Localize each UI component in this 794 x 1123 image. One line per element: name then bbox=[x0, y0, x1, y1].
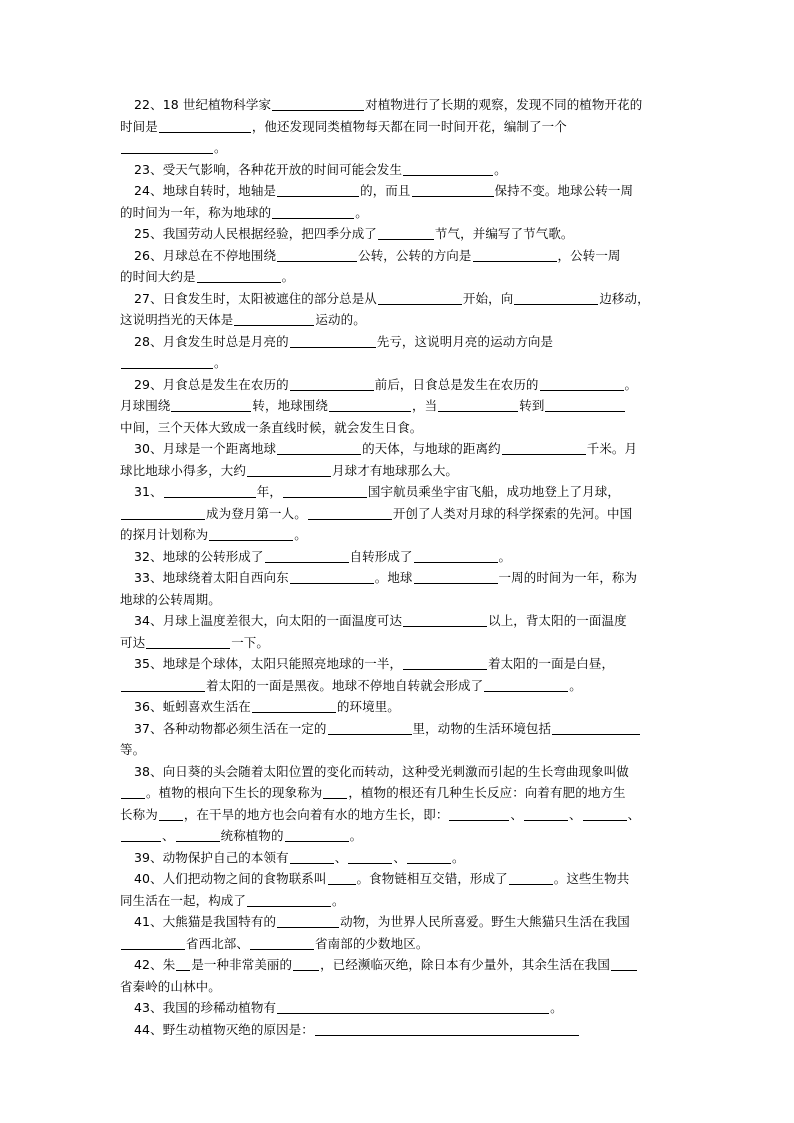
answer-blank[interactable] bbox=[247, 463, 331, 477]
question-line bbox=[120, 653, 675, 675]
question-text: 。 bbox=[624, 376, 638, 392]
question-line bbox=[120, 503, 675, 525]
question-text: 着太阳的一面是白昼， bbox=[488, 656, 615, 671]
answer-blank[interactable] bbox=[277, 914, 339, 928]
question-text: 以上，背太阳的一面温度 bbox=[488, 613, 627, 628]
answer-blank[interactable] bbox=[277, 441, 361, 455]
answer-blank[interactable] bbox=[583, 807, 627, 821]
question-text: 的天体，与地球的距离约 bbox=[362, 441, 501, 456]
question-line bbox=[120, 739, 675, 761]
question-line bbox=[120, 997, 675, 1019]
question-text: 。 bbox=[281, 269, 295, 284]
question-text: 。 bbox=[294, 527, 307, 542]
question-text: 。 bbox=[355, 204, 368, 220]
question-text: 边移动， bbox=[599, 290, 650, 306]
question-text: 25、我国劳动人民根据经验，把四季分成了 bbox=[134, 226, 377, 241]
question-item bbox=[120, 868, 675, 911]
question-text: 千米。月 bbox=[586, 441, 638, 456]
answer-blank[interactable] bbox=[378, 226, 434, 240]
answer-blank[interactable] bbox=[315, 1022, 579, 1036]
question-text: 转到 bbox=[519, 398, 545, 413]
question-text: 运动的。 bbox=[315, 312, 366, 327]
question-line bbox=[120, 761, 675, 783]
question-text: 34、月球上温度差很大，向太阳的一面温度可达 bbox=[134, 613, 403, 628]
question-item bbox=[120, 438, 675, 481]
answer-blank[interactable] bbox=[159, 119, 251, 133]
question-line bbox=[120, 675, 675, 697]
question-line bbox=[120, 782, 675, 804]
question-text: 、 bbox=[510, 806, 524, 822]
question-text: 开创了人类对月球的科学探索的先河。中国 bbox=[392, 505, 633, 521]
question-text: 的，而且 bbox=[360, 183, 411, 198]
question-text: 35、地球是个球体，太阳只能照亮地球的一半， bbox=[134, 656, 403, 671]
question-text: 前后，日食总是发生在农历的 bbox=[374, 376, 539, 392]
answer-blank[interactable] bbox=[412, 183, 494, 197]
answer-blank[interactable] bbox=[290, 570, 374, 584]
question-line bbox=[120, 137, 675, 159]
answer-blank[interactable] bbox=[272, 97, 364, 111]
answer-blank[interactable] bbox=[438, 398, 518, 412]
question-line bbox=[120, 976, 675, 998]
question-line bbox=[120, 460, 675, 482]
answer-blank[interactable] bbox=[121, 506, 205, 520]
question-text: 可达 bbox=[120, 634, 146, 650]
question-item bbox=[120, 761, 675, 847]
answer-blank[interactable] bbox=[164, 484, 256, 498]
question-text: 。食物链相互交错，形成了 bbox=[356, 871, 508, 886]
question-line bbox=[120, 890, 675, 912]
answer-blank[interactable] bbox=[524, 807, 568, 821]
answer-blank[interactable] bbox=[277, 183, 359, 197]
question-text: 43、我国的珍稀动植物有 bbox=[134, 1000, 277, 1015]
answer-blank[interactable] bbox=[121, 678, 205, 692]
question-text: 保持不变。地球公转一周 bbox=[494, 183, 634, 198]
question-text: 22、18 世纪植物科学家 bbox=[134, 97, 272, 112]
answer-blank[interactable] bbox=[277, 248, 357, 262]
answer-blank[interactable] bbox=[146, 635, 230, 649]
answer-blank[interactable] bbox=[545, 398, 625, 412]
question-text: ，他还发现同类植物每天都在同一时间开花，编制了一个 bbox=[251, 118, 567, 134]
question-line bbox=[120, 718, 675, 740]
question-text: 。 bbox=[332, 892, 345, 908]
question-text: 32、地球的公转形成了 bbox=[134, 548, 264, 564]
question-item bbox=[120, 954, 675, 997]
question-line bbox=[120, 868, 675, 890]
answer-blank[interactable] bbox=[285, 828, 349, 842]
question-text: 。 bbox=[451, 849, 465, 865]
answer-blank[interactable] bbox=[502, 441, 586, 455]
question-text: 。植物的根向下生长的现象称为 bbox=[146, 785, 323, 800]
answer-blank[interactable] bbox=[403, 613, 487, 627]
answer-blank[interactable] bbox=[540, 377, 624, 391]
answer-blank[interactable] bbox=[403, 656, 487, 670]
question-item bbox=[120, 94, 675, 159]
question-item bbox=[120, 331, 675, 374]
answer-blank[interactable] bbox=[308, 506, 392, 520]
answer-blank[interactable] bbox=[293, 957, 319, 971]
question-text: 30、月球是一个距离地球 bbox=[134, 441, 277, 456]
question-text: 44、野生动植物灭绝的原因是： bbox=[134, 1021, 314, 1037]
question-text: 。 bbox=[214, 355, 227, 370]
question-text: 月球围绕 bbox=[120, 398, 171, 413]
question-item bbox=[120, 245, 675, 288]
answer-blank[interactable] bbox=[283, 484, 367, 498]
question-text: ，当 bbox=[412, 398, 438, 413]
question-text: 的探月计划称为 bbox=[120, 527, 209, 542]
question-text: 月球才有地球那么大。 bbox=[332, 462, 459, 478]
answer-blank[interactable] bbox=[159, 807, 183, 821]
answer-blank[interactable] bbox=[234, 312, 314, 326]
question-text: 先亏，这说明月亮的运动方向是 bbox=[376, 333, 554, 349]
answer-blank[interactable] bbox=[121, 355, 213, 369]
question-line bbox=[120, 180, 675, 202]
answer-blank[interactable] bbox=[290, 850, 334, 864]
question-line bbox=[120, 245, 675, 267]
question-text: 36、蚯蚓喜欢生活在 bbox=[134, 699, 251, 714]
question-item bbox=[120, 159, 675, 181]
question-text: 转，地球围绕 bbox=[252, 398, 329, 413]
answer-blank[interactable] bbox=[323, 785, 347, 799]
question-text: 40、人们把动物之间的食物联系叫 bbox=[134, 871, 327, 886]
question-line bbox=[120, 266, 675, 288]
question-line bbox=[120, 610, 675, 632]
question-line bbox=[120, 223, 675, 245]
question-line bbox=[120, 1019, 675, 1041]
question-text: 自转形成了 bbox=[349, 548, 413, 564]
answer-blank[interactable] bbox=[252, 699, 336, 713]
question-item bbox=[120, 567, 675, 610]
answer-blank[interactable] bbox=[509, 871, 553, 885]
answer-blank[interactable] bbox=[414, 570, 498, 584]
question-text: ，在干旱的地方也会向着有水的地方生长，即： bbox=[183, 806, 449, 822]
question-line bbox=[120, 847, 675, 869]
question-item bbox=[120, 180, 675, 223]
answer-blank[interactable] bbox=[328, 871, 356, 885]
answer-blank[interactable] bbox=[176, 828, 220, 842]
question-text: 对植物进行了长期的观察，发现不同的植物开花的 bbox=[365, 97, 643, 112]
question-text: 节气，并编写了节气歌。 bbox=[434, 226, 574, 241]
question-text: 、 bbox=[627, 806, 641, 822]
question-text: 39、动物保护自己的本领有 bbox=[134, 849, 289, 865]
question-line bbox=[120, 159, 675, 181]
question-line bbox=[120, 933, 675, 955]
question-line bbox=[120, 202, 675, 224]
question-line bbox=[120, 567, 675, 589]
question-line bbox=[120, 288, 675, 310]
answer-blank[interactable] bbox=[277, 1000, 549, 1014]
question-line bbox=[120, 417, 675, 439]
question-text: 。 bbox=[349, 828, 363, 843]
question-item bbox=[120, 653, 675, 696]
question-text: 。这些生物共 bbox=[553, 871, 630, 886]
question-item bbox=[120, 1019, 675, 1041]
question-line bbox=[120, 954, 675, 976]
question-text: 国宇航员乘坐宇宙飞船，成功地登上了月球， bbox=[367, 484, 620, 499]
question-text: 同生活在一起，构成了 bbox=[120, 892, 247, 908]
question-text: 、 bbox=[393, 849, 406, 865]
question-text: 38、向日葵的头会随着太阳位置的变化而转动，这种受光刺激而引起的生长弯曲现象叫做 bbox=[134, 763, 629, 779]
question-text: 29、月食总是发生在农历的 bbox=[134, 376, 289, 392]
answer-blank[interactable] bbox=[378, 291, 462, 305]
question-text: 里，动物的生活环境包括 bbox=[412, 720, 552, 736]
answer-blank[interactable] bbox=[403, 162, 493, 176]
question-text: 的环境里。 bbox=[336, 699, 400, 714]
question-line bbox=[120, 481, 675, 503]
question-text: 。 bbox=[494, 161, 507, 177]
question-item bbox=[120, 997, 675, 1019]
question-line bbox=[120, 116, 675, 138]
answer-blank[interactable] bbox=[197, 269, 281, 283]
question-text: 24、地球自转时，地轴是 bbox=[134, 183, 277, 198]
question-text: 地球的公转周期。 bbox=[120, 591, 221, 607]
question-text: 着太阳的一面是黑夜。地球不停地自转就会形成了 bbox=[206, 677, 484, 693]
answer-blank[interactable] bbox=[414, 549, 498, 563]
answer-blank[interactable] bbox=[209, 527, 293, 541]
question-text: 中间，三个天体大致成一条直线时候，就会发生日食。 bbox=[120, 419, 423, 435]
answer-blank[interactable] bbox=[290, 334, 376, 348]
question-text: ，植物的根还有几种生长反应：向着有肥的地方生 bbox=[348, 785, 626, 800]
question-line bbox=[120, 309, 675, 331]
answer-blank[interactable] bbox=[552, 721, 640, 735]
answer-blank[interactable] bbox=[328, 721, 412, 735]
answer-blank[interactable] bbox=[449, 807, 509, 821]
answer-blank[interactable] bbox=[176, 957, 190, 971]
question-text: 一周的时间为一年，称为 bbox=[498, 570, 638, 585]
answer-blank[interactable] bbox=[611, 957, 637, 971]
answer-blank[interactable] bbox=[484, 678, 568, 692]
question-text: 。 bbox=[550, 1000, 563, 1015]
question-text: 省南部的少数地区。 bbox=[315, 935, 429, 951]
question-text: 23、受天气影响，各种花开放的时间可能会发生 bbox=[134, 161, 403, 177]
question-text: 28、月食发生时总是月亮的 bbox=[134, 333, 289, 349]
question-text: 的时间大约是 bbox=[120, 269, 196, 284]
question-item bbox=[120, 718, 675, 761]
question-text: ，已经濒临灭绝，除日本有少量外，其余生活在我国 bbox=[320, 957, 610, 972]
question-text: 。 bbox=[569, 677, 582, 693]
question-item bbox=[120, 847, 675, 869]
question-item bbox=[120, 911, 675, 954]
answer-blank[interactable] bbox=[329, 398, 411, 412]
question-text: 是一种非常美丽的 bbox=[191, 957, 293, 972]
question-text: 长称为 bbox=[120, 806, 158, 822]
answer-blank[interactable] bbox=[171, 398, 251, 412]
question-line bbox=[120, 825, 675, 847]
question-text: 31、 bbox=[134, 484, 163, 499]
question-line bbox=[120, 546, 675, 568]
answer-blank[interactable] bbox=[265, 549, 349, 563]
answer-blank[interactable] bbox=[121, 936, 185, 950]
question-text: 成为登月第一人。 bbox=[206, 505, 307, 521]
question-text: 这说明挡光的天体是 bbox=[120, 312, 234, 327]
question-line bbox=[120, 696, 675, 718]
answer-blank[interactable] bbox=[407, 850, 451, 864]
question-line bbox=[120, 589, 675, 611]
question-text: 开始，向 bbox=[462, 290, 514, 306]
question-text: 动物，为世界人民所喜爱。野生大熊猫只生活在我国 bbox=[340, 914, 630, 929]
question-item bbox=[120, 374, 675, 439]
question-text: 37、各种动物都必须生活在一定的 bbox=[134, 720, 327, 736]
question-text: 、 bbox=[334, 849, 348, 865]
answer-blank[interactable] bbox=[473, 248, 557, 262]
answer-blank[interactable] bbox=[290, 377, 374, 391]
answer-blank[interactable] bbox=[121, 785, 145, 799]
question-item bbox=[120, 610, 675, 653]
question-text: 统称植物的 bbox=[220, 828, 284, 843]
question-line bbox=[120, 438, 675, 460]
question-item bbox=[120, 288, 675, 331]
question-text: 41、大熊猫是我国特有的 bbox=[134, 914, 277, 929]
answer-blank[interactable] bbox=[121, 140, 213, 154]
worksheet-page bbox=[120, 94, 675, 1040]
answer-blank[interactable] bbox=[250, 936, 314, 950]
question-text: 球比地球小得多，大约 bbox=[120, 462, 247, 478]
answer-blank[interactable] bbox=[247, 893, 331, 907]
question-text: 时间是 bbox=[120, 118, 158, 134]
question-text: 27、日食发生时，太阳被遮住的部分总是从 bbox=[134, 290, 377, 306]
question-text: 42、朱 bbox=[134, 957, 176, 972]
question-line bbox=[120, 395, 675, 417]
question-line bbox=[120, 911, 675, 933]
question-line bbox=[120, 804, 675, 826]
question-text: 一下。 bbox=[231, 634, 270, 650]
question-line bbox=[120, 352, 675, 374]
question-text: 。 bbox=[214, 140, 227, 155]
question-text: 、 bbox=[569, 806, 582, 822]
question-line bbox=[120, 331, 675, 353]
answer-blank[interactable] bbox=[514, 291, 598, 305]
question-item bbox=[120, 696, 675, 718]
question-item bbox=[120, 223, 675, 245]
answer-blank[interactable] bbox=[348, 850, 392, 864]
question-line bbox=[120, 94, 675, 116]
question-text: 、 bbox=[162, 828, 175, 843]
answer-blank[interactable] bbox=[121, 828, 161, 842]
question-line bbox=[120, 632, 675, 654]
question-line bbox=[120, 374, 675, 396]
question-text: 。 bbox=[498, 548, 512, 564]
question-text: 等。 bbox=[120, 742, 146, 757]
question-text: 省西北部、 bbox=[186, 935, 250, 951]
question-text: 省秦岭的山林中。 bbox=[120, 978, 221, 994]
question-item bbox=[120, 546, 675, 568]
question-text: 。地球 bbox=[374, 570, 413, 585]
question-item bbox=[120, 481, 675, 546]
question-text: 26、月球总在不停地围绕 bbox=[134, 247, 277, 263]
question-text: ，公转一周 bbox=[557, 247, 621, 263]
question-text: 的时间为一年，称为地球的 bbox=[120, 204, 272, 220]
question-text: 年， bbox=[256, 484, 282, 499]
question-text: 公转，公转的方向是 bbox=[358, 247, 472, 263]
question-text: 33、地球绕着太阳自西向东 bbox=[134, 570, 289, 585]
question-line bbox=[120, 524, 675, 546]
answer-blank[interactable] bbox=[272, 205, 354, 219]
